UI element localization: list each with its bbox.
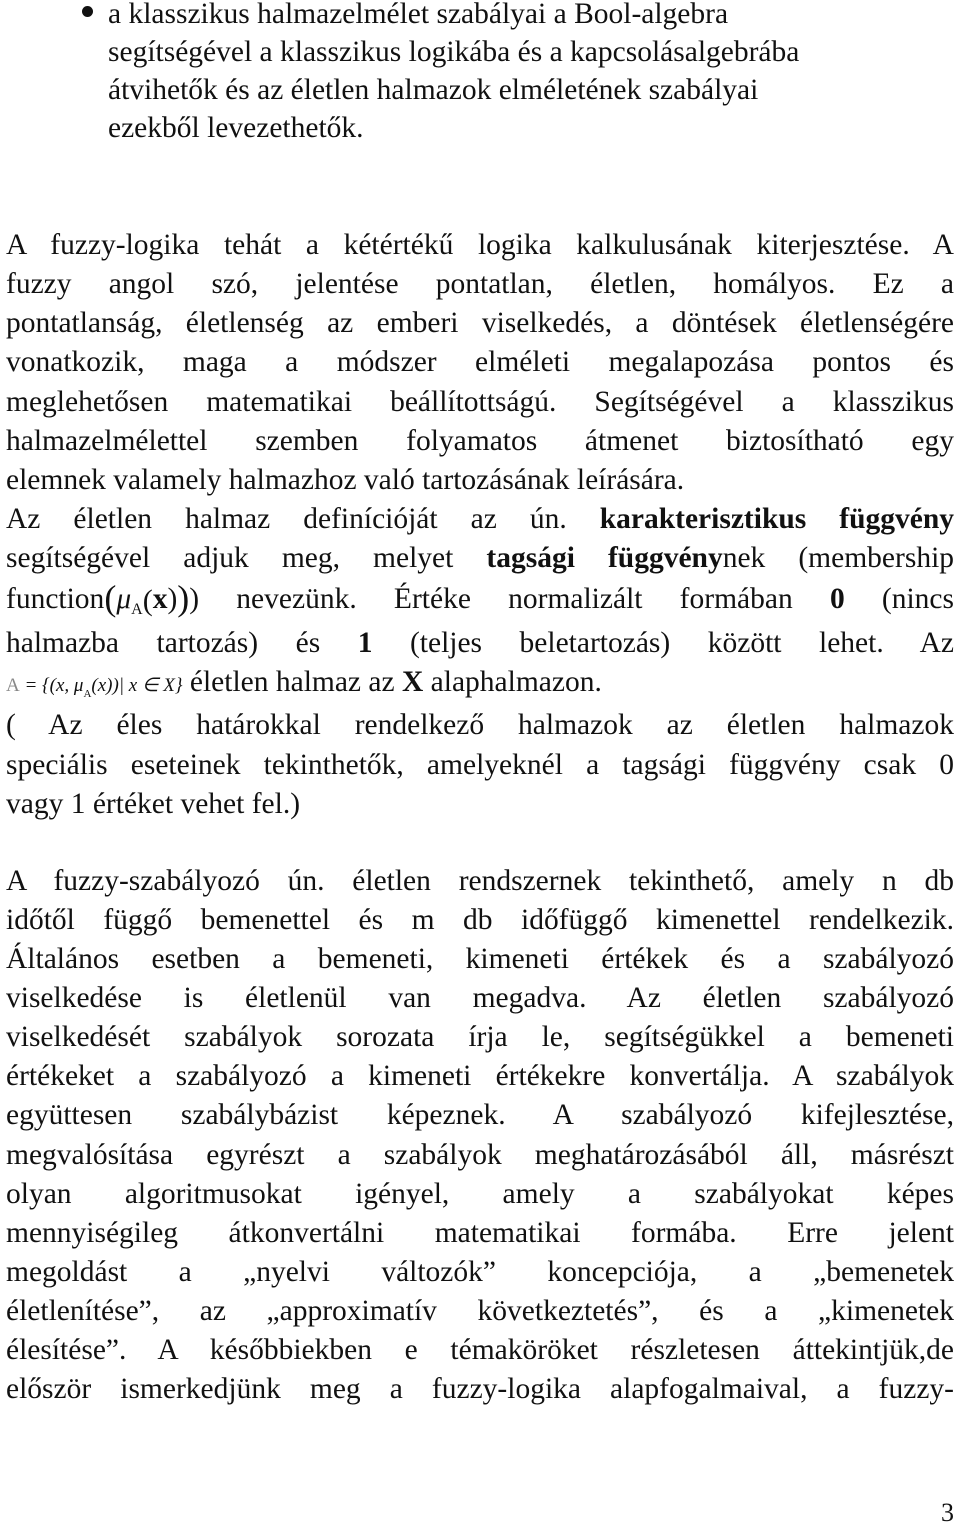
paragraph-line: együttesen szabálybázist képeznek. A szabályozó kifejlesztése, [6,1099,954,1131]
text-span: Az életlen halmaz definícióját az ún. [6,503,600,535]
paragraph-line: viselkedése is életlenül van megadva. Az életlen szabályozó [6,982,954,1014]
paragraph-line: megvalósítása egyrészt a szabályok meghatározásából áll, másrészt [6,1139,954,1171]
paragraph-line: speciális eseteinek tekinthetők, amelyeknél a tagsági függvény csak 0 [6,749,954,781]
paragraph-line: elemnek valamely halmazhoz való tartozásának leírására. [6,464,685,496]
paragraph-line [6,624,954,662]
paragraph-line: Általános esetben a bemeneti, kimeneti értékek és a szabályozó [6,943,954,975]
paragraph-line: élesítése”. A későbbiekben e témaköröket részletesen áttekintjük,de [6,1334,954,1366]
paragraph-line [6,577,954,618]
paragraph-line [6,500,954,538]
paragraph-line: először ismerkedjünk meg a fuzzy-logika alapfogalmaival, a fuzzy- [6,1373,954,1405]
text-span: (teljes beletartozás) között lehet. Az [372,627,954,659]
bullet-line: segítségével a klasszikus logikába és a kapcsolásalgebrába [108,36,800,68]
paragraph-line: értékeket a szabályozó a kimeneti értékekre konvertálja. A szabályok [6,1060,954,1092]
paragraph-line: ( Az éles határokkal rendelkező halmazok az életlen halmazok [6,709,954,741]
text-span: alaphalmazon. [423,666,602,698]
bullet-line: átvihetők és az életlen halmazok elméletének szabályai [108,74,759,106]
text-span: ) nevezünk. Értéke normalizált formában [189,583,830,615]
text-span: nek (membership [722,542,955,574]
bold-symbol: X [401,666,424,698]
membership-formula: $(\mu_A(x))$ [104,578,190,618]
bold-term: karakterisztikus függvény [599,503,954,535]
paragraph-line [6,663,954,701]
paragraph-line: fuzzy angol szó, jelentése pontatlan, életlen, homályos. Ez a [6,268,954,300]
fuzzy-set-formula: A = {(x, $\mu_A(x))|$ x ∈ X} [6,675,183,700]
bold-value: 1 [357,627,373,659]
bold-term: tagsági függvény [486,542,723,574]
text-span: (nincs [844,583,954,615]
page-number: 3 [941,1498,954,1527]
paragraph-line: meglehetősen matematikai beállítottságú. Segítségével a klasszikus [6,386,954,418]
paragraph-line [6,539,954,577]
paragraph-line: mennyiségileg átkonvertálni matematikai formába. Erre jelent [6,1217,954,1249]
paragraph-line: vagy 1 értéket vehet fel.) [6,788,301,820]
paragraph-line: halmazelmélettel szemben folyamatos átmenet biztosítható egy [6,425,954,457]
text-span: segítségével adjuk meg, melyet [6,542,487,574]
bullet-line: ezekből levezethetők. [108,112,364,144]
paragraph-line: életlenítése”, az „approximatív következtetés”, és a „kimenetek [6,1295,954,1327]
text-span: function [6,583,105,615]
paragraph-line: A fuzzy-logika tehát a kétértékű logika kalkulusának kiterjesztése. A [6,229,954,261]
bullet-icon [82,6,93,17]
paragraph-line: A fuzzy-szabályozó ún. életlen rendszernek tekinthető, amely n db [6,865,954,897]
text-span: halmazba tartozás) és [6,627,358,659]
paragraph-line: vonatkozik, maga a módszer elméleti megalapozása pontos és [6,346,954,378]
paragraph-line: megoldást a „nyelvi változók” koncepciója, a „bemenetek [6,1256,954,1288]
text-span: életlen halmaz az [182,666,402,698]
bold-value: 0 [829,583,845,615]
paragraph-line: olyan algoritmusokat igényel, amely a szabályokat képes [6,1178,954,1210]
paragraph-line: viselkedését szabályok sorozata írja le, segítségükkel a bemeneti [6,1021,954,1053]
paragraph-line: időtől függő bemenettel és m db időfüggő kimenettel rendelkezik. [6,904,954,936]
paragraph-line: pontatlanság, életlenség az emberi viselkedés, a döntések életlenségére [6,307,954,339]
bullet-line: a klasszikus halmazelmélet szabályai a Bool-algebra [108,0,729,30]
